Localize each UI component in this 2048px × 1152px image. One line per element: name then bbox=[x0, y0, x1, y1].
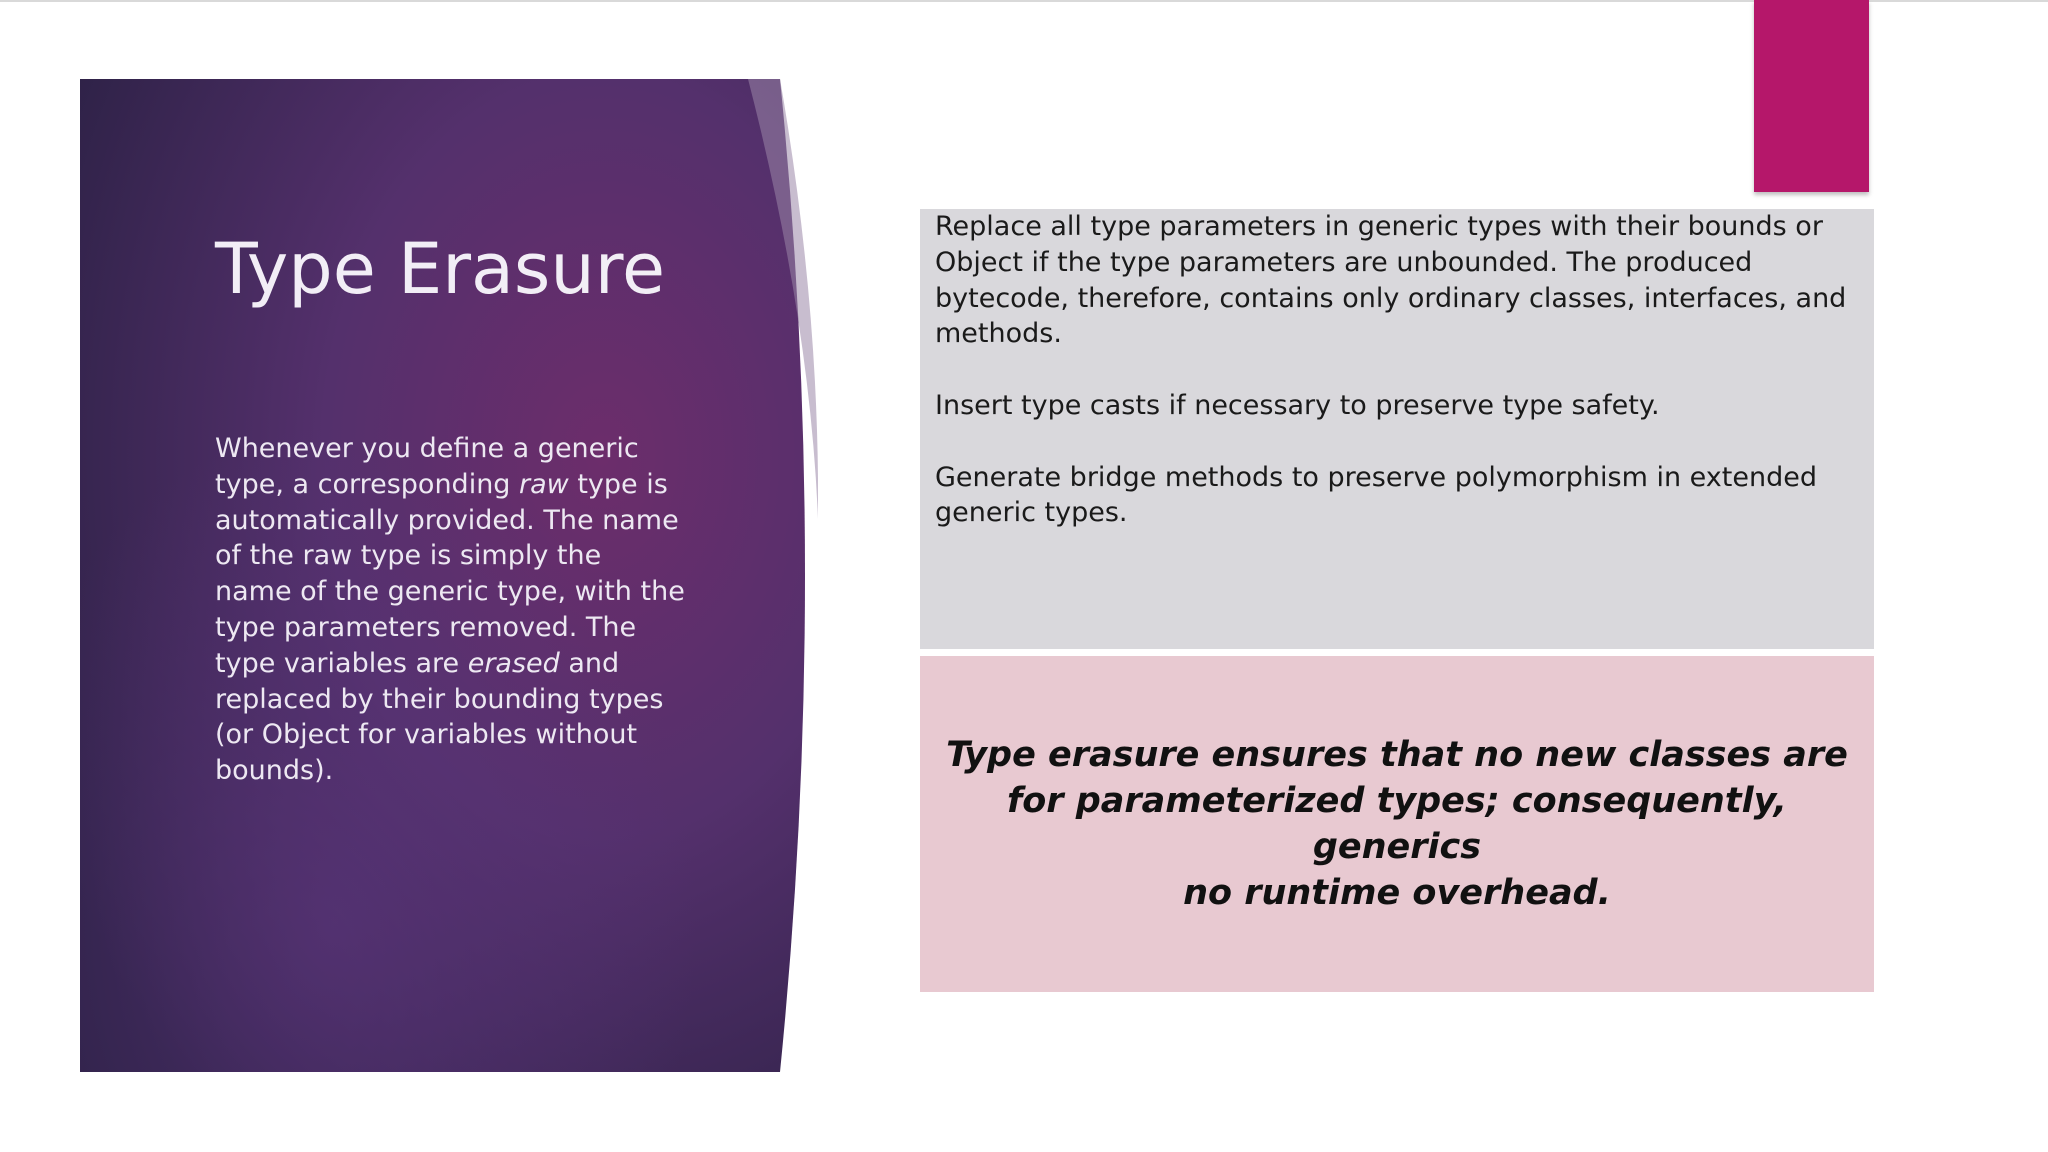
accent-tab bbox=[1754, 0, 1869, 192]
intro-erased-emphasis: erased bbox=[467, 647, 560, 679]
intro-paragraph bbox=[215, 431, 685, 789]
callout-line-2: for parameterized types; consequently, generics bbox=[1007, 781, 1787, 867]
step-bridge-methods: Generate bridge methods to preserve polymorphism in extended generic types. bbox=[935, 461, 1817, 529]
intro-text-3: and replaced by their bounding types (or Object for variables without bounds). bbox=[215, 647, 664, 787]
callout-box bbox=[920, 656, 1874, 992]
callout-line-1: Type erasure ensures that no new classes are bbox=[946, 735, 1848, 775]
title-panel bbox=[80, 79, 818, 1072]
erasure-steps-box bbox=[920, 209, 1874, 649]
intro-text-2: type is automatically provided. The name of the raw type is simply the name of the generic type, with the type parameters removed. The type variables are bbox=[215, 468, 685, 679]
slide-title: Type Erasure bbox=[215, 228, 666, 310]
step-replace-params: Replace all type parameters in generic types with their bounds or Object if the type parameters are unbounded. The produced bytecode, therefore, contains only ordinary classes, interfaces, and methods. bbox=[935, 211, 1847, 350]
top-divider bbox=[0, 0, 2048, 2]
callout-line-3: no runtime overhead. bbox=[1183, 873, 1611, 913]
intro-raw-emphasis: raw bbox=[519, 468, 569, 500]
step-insert-casts: Insert type casts if necessary to preserve type safety. bbox=[935, 389, 1660, 421]
intro-text-1: Whenever you define a generic type, a corresponding bbox=[215, 433, 639, 500]
callout-quote bbox=[940, 732, 1854, 916]
